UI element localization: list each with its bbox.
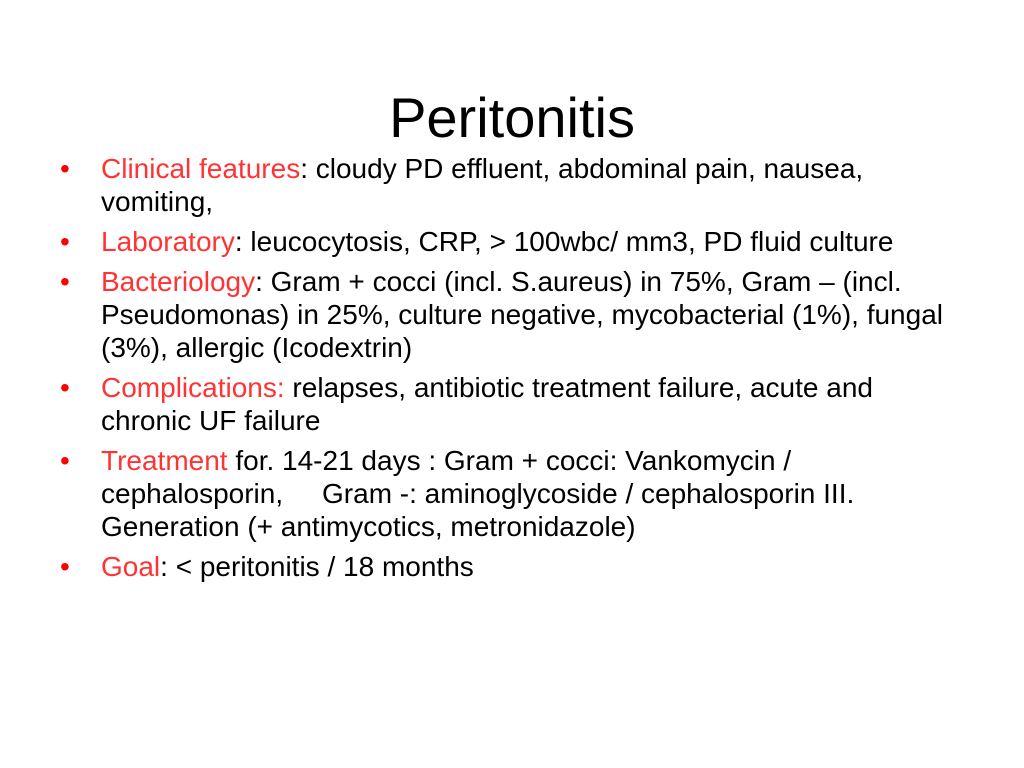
bullet-label: Clinical features — [101, 153, 301, 184]
bullet-item-goal — [56, 550, 966, 583]
bullet-marker: • — [60, 226, 70, 257]
bullet-label: Complications: — [101, 372, 285, 403]
bullet-text: : < peritonitis / 18 months — [160, 551, 474, 582]
bullet-marker: • — [60, 266, 70, 297]
bullet-marker: • — [60, 153, 70, 184]
bullet-label: Bacteriology — [101, 266, 256, 297]
bullet-marker: • — [60, 551, 70, 582]
bullet-text: relapses, antibiotic treatment failure, acute and chronic UF failure — [101, 372, 881, 436]
bullet-label: Laboratory — [101, 226, 235, 257]
bullet-text: : leucocytosis, CRP, > 100wbc/ mm3, PD fluid culture — [234, 226, 894, 257]
bullet-text: for. 14-21 days : Gram + cocci: Vankomycin / cephalosporin, Gram -: aminoglycoside / cephalosporin III. Generation (+ antimycotics, metronidazole) — [101, 445, 863, 542]
bullet-text: : Gram + cocci (incl. S.aureus) in 75%, Gram – (incl. Pseudomonas) in 25%, culture negative, mycobacterial (1%), fungal (3%), allergic (Icodextrin) — [101, 266, 951, 363]
bullet-item-complications — [56, 371, 966, 437]
bullet-text: : cloudy PD effluent, abdominal pain, nausea, vomiting, — [101, 153, 871, 217]
bullet-item-bacteriology — [56, 265, 966, 364]
bullet-marker: • — [60, 445, 70, 476]
slide-title: Peritonitis — [389, 85, 635, 149]
bullet-item-treatment — [56, 444, 966, 543]
bullet-item-laboratory — [56, 225, 966, 258]
bullet-label: Goal — [101, 551, 161, 582]
bullet-list — [56, 152, 966, 590]
bullet-marker: • — [60, 372, 70, 403]
bullet-item-clinical-features — [56, 152, 966, 218]
bullet-label: Treatment — [101, 445, 228, 476]
